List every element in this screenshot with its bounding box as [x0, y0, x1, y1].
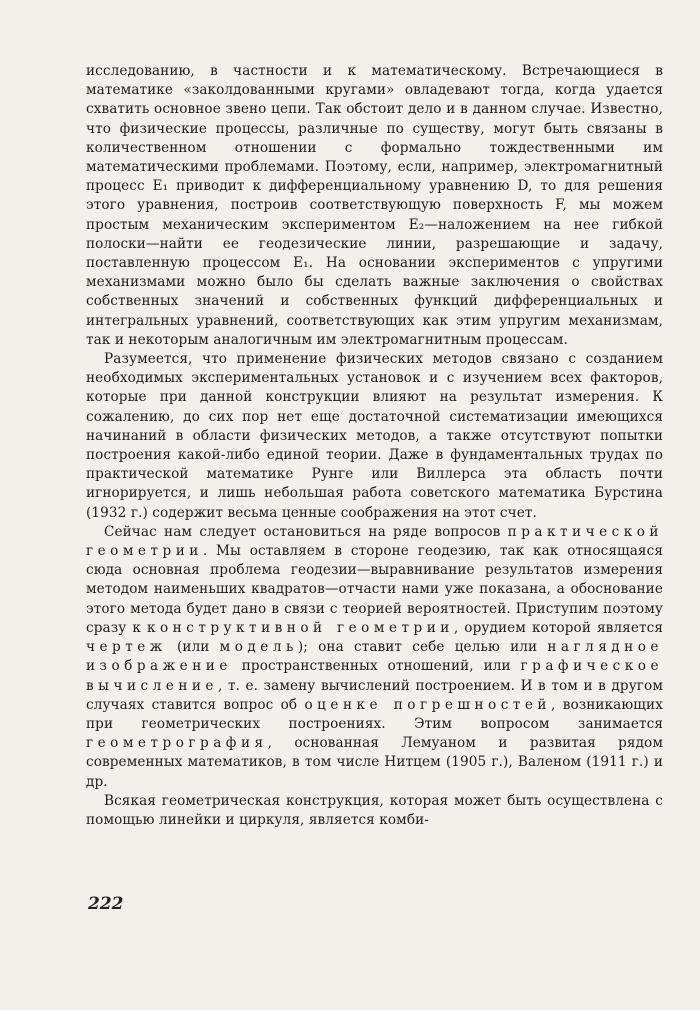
text-run: , орудием которой является	[453, 619, 663, 636]
text-run: (или	[166, 639, 220, 656]
text-run: ); она ставит себе целью или	[297, 639, 548, 656]
text-run: , т. е. замену вычислений построением. И в том и в другом случаях ставится вопрос об	[86, 677, 663, 713]
text-run: , возникающих при геометрических построениях. Этим вопросом занимается	[86, 696, 663, 732]
body-text	[86, 62, 663, 830]
emphasized-term: практической геометрии	[86, 523, 663, 560]
page-number: 222	[88, 894, 124, 914]
emphasized-term: наглядное изображение	[86, 639, 663, 675]
text-run: . Мы оставляем в стороне геодезию, так как относящаяся сюда основная проблема геодезии—выравнивание результатов измерения методом наименьших квадратов—отчасти нами уже показана, а обоснование этого метода будет дано в связи с теорией вероятностей. Приступим поэтому сразу к	[86, 543, 663, 636]
text-run: , основанная Лемуаном и развитая рядом современных математиков, в том числе Нитцем (1905 г.), Валеном (1911 г.) и др.	[86, 735, 663, 790]
emphasized-term: чертеж	[86, 639, 167, 656]
text-run: Всякая геометрическая конструкция, которая может быть осуществлена с помощью линейки и циркуля, является комби-	[86, 792, 663, 828]
text-run: исследованию, в частности и к математическому. Встречающиеся в математике «заколдованными кругами» овладевают тогда, когда удается схватить основное звено цепи. Так обстоит дело и в данном случае. Известно, что физические процессы, различные по существу, могут быть связаны в количественном отношении с формально тождественными им математическими проблемами. Поэтому, если, например, электромагнитный процесс E₁ приводит к дифференциальному уравнению D, то для решения этого уравнения, построив соответствующую поверхность F, мы можем простым механическим экспериментом E₂—наложением на нее гибкой полоски—найти ее геодезические линии, разрешающие и задачу, поставленную процессом E₁. На основании экспериментов с упругими механизмами можно было бы сделать важные заключения о свойствах собственных значений и собственных функций дифференциальных и интегральных уравнений, соответствующих как этим упругим механизмам, так и некоторым аналогичным им электромагнитным процессам.	[86, 63, 663, 348]
text-run: пространственных отношений, или	[231, 658, 521, 675]
paragraph	[86, 792, 663, 830]
emphasized-term: конструктивной геометрии	[146, 619, 454, 636]
emphasized-term: модель	[219, 639, 298, 656]
text-run: Разумеется, что применение физических методов связано с созданием необходимых экспериментальных установок и с изучением всех факторов, которые при данной конструкции влияют на результат измерения. К сожалению, до сих пор нет еще достаточной систематизации имеющихся начинаний в области физических методов, а также отсутствуют попытки построения какой-либо единой теории. Даже в фундаментальных трудах по практической математике Рунге или Виллерса эта область почти игнорируется, и лишь небольшая работа советского математика Бурстина (1932 г.) содержит весьма ценные соображения на этот счет.	[86, 351, 663, 521]
paragraph	[86, 523, 663, 792]
emphasized-term: графическое вычисление	[86, 658, 663, 694]
paragraph	[86, 350, 663, 523]
text-run: Сейчас нам следует остановиться на ряде вопросов	[104, 523, 508, 540]
emphasized-term: геометрография	[86, 735, 268, 752]
paragraph	[86, 62, 663, 350]
emphasized-term: оценке погрешностей	[304, 696, 551, 713]
